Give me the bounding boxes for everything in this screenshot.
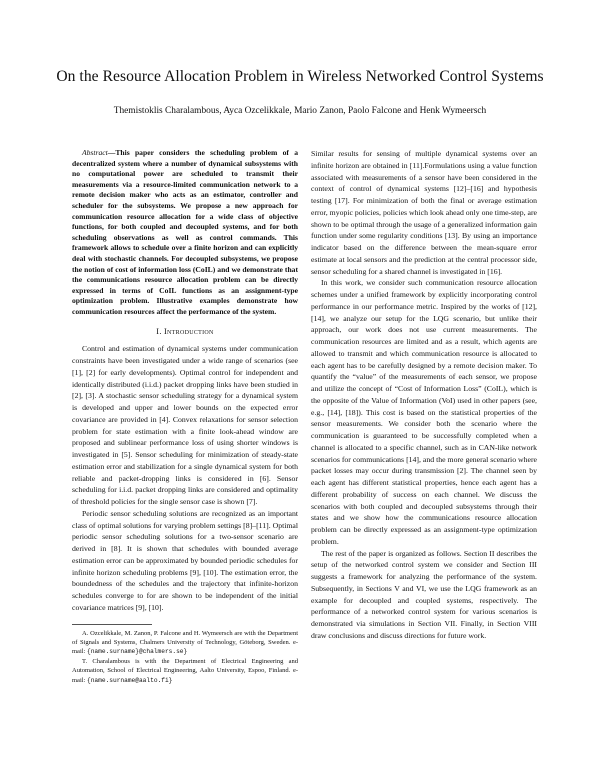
footnote-1-email: {name.surname}@chalmers.se} bbox=[86, 648, 188, 656]
abstract bbox=[72, 148, 298, 318]
paper-title: On the Resource Allocation Problem in Wireless Networked Control Systems bbox=[56, 68, 544, 85]
footnote-2-email: {name.surname@aalto.fi} bbox=[86, 676, 173, 684]
footnote-divider bbox=[72, 624, 152, 625]
abstract-lead: Abstract bbox=[82, 148, 108, 157]
footnote-affiliation-1 bbox=[72, 629, 298, 657]
section-heading-introduction: I. Introduction bbox=[156, 326, 214, 336]
intro-paragraph-3: Similar results for sensing of multiple dynamical systems over an infinite horizon are obtained in [11].Formulations using a value function associated with measurements of a sensor have been considered in the context of control of dynamical systems [12]–[16] and hypothesis testing [17]. For minimization of both the final or average estimation error, myopic policies, policies which look ahead only one time-step, are shown to be optimal through the usage of a generalized information gain function under some regularity conditions [13]. By using an importance indicator based on the difference between the mean-square error estimate at local sensors and the prediction at the central processor side, sensor scheduling for a shared channel is investigated in [16]. bbox=[311, 149, 537, 276]
footnote-2-text: T. Charalambous is with the Department of Electrical Engineering and Automation, School of Electrical Engineering, Aalto University, Espoo, Finland. e-mail: bbox=[72, 657, 298, 684]
intro-paragraph-1: Control and estimation of dynamical systems under communication constraints have been investigated under a wide range of scenarios (see [1], [2] for early developments). Optimal control for independent and identically distributed (i.i.d.) packet dropping links have been studied in [2], [3]. A stochastic sensor scheduling strategy for a dynamical system is developed and upper and lower bounds on the expected error covariance are provided in [4]. Convex relaxations for sensor selection problem for state estimation with a finite look-ahead window are proposed and sublinear performance loss of using shorter windows is investigated in [5]. Sensor scheduling for minimization of steady-state estimation error and stabilization for a single dynamical system for both reliable and packet-dropping links is considered in [6]. Sensor scheduling for i.i.d. packet dropping links are considered and optimality of threshold policies for the single sensor case is shown [7]. bbox=[72, 344, 298, 506]
intro-paragraph-4: In this work, we consider such communication resource allocation schemes under a unified framework by explicitly incorporating control performance in our performance metric. Inspired by the works of [12], [14], we analyze our setup for the LQG scenario, but unlike their approach, our work does not use current measurements. The communication resources are limited and as a result, which agents are allowed to transmit and which communication resource is allocated to each agent has to be carefully designed by a remote decision maker. To quantify the “value” of the measurements of each sensor, we propose and utilize the concept of “Cost of Information Loss” (CoIL), which is the opposite of the Value of Information (VoI) used in other papers (see, e.g., [14], [18]). This cost is based on the statistical properties of the sensor measurements. We consider both the scenario where the communication is guaranteed to be successfully completed when a channel is allocated to a specific channel, such as in CAN-like network scenarios for communications [14], and the more general scenario where packet losses may occur during transmission [2]. The channel seen by each agent has different statistical properties, hence each agent has a different probability of success on each channel. We discuss the scenarios with both coupled and decoupled subsystems through their states and we show how the communications resource allocation problem can be directly expressed as an assignment-type optimization problem. bbox=[311, 278, 537, 546]
left-column bbox=[72, 148, 298, 685]
intro-paragraph-2: Periodic sensor scheduling solutions are recognized as an important class of optimal solutions for varying problem settings [8]–[11]. Optimal periodic sensor scheduling solutions for a two-sensor scenario are derived in [8]. It is shown that schedules with bounded average estimation error can be approximated by bounded periodic schedules for infinite horizon scheduling problems [9], [10]. The estimation error, the boundedness of the schedules and the trajectory that infinite-horizon schedules converge to for are shown to be independent of the initial covariance matrices [9], [10]. bbox=[72, 508, 298, 612]
paper-authors: Themistoklis Charalambous, Ayca Ozcelikkale, Mario Zanon, Paolo Falcone and Henk Wymeersch bbox=[113, 106, 487, 116]
intro-paragraph-5: The rest of the paper is organized as follows. Section II describes the setup of the networked control system we consider and Section III suggests a framework for analyzing the performance of the system. Subsequently, in Sections V and VI, we use the LQG framework as an example for decoupled and coupled systems, respectively. The performance of a networked control system for various scenarios is demonstrated via simulations in Section VII. Finally, in Section VIII draw conclusions and discuss directions for future work. bbox=[311, 548, 537, 640]
footnote-1-text: A. Ozcelikkale, M. Zanon, P. Falcone and H. Wymeersch are with the Department of Signals and Systems, Chalmers University of Technology, Göteborg, Sweden. e-mail: bbox=[72, 629, 298, 656]
right-column bbox=[311, 148, 537, 642]
footnote-affiliation-2 bbox=[72, 657, 298, 685]
abstract-text: —This paper considers the scheduling problem of a decentralized system where a number of dynamical subsystems with no computational power are scheduled to transmit their measurements via a resource-limited communication network to a remote decision maker who acts as an estimator, controller and scheduler for the subsystems. We propose a new approach for communication resource allocation for a wide class of objective functions, for both coupled and decoupled systems, and for both scheduling observations as well as control commands. This framework allows to schedule over a finite horizon and can explicitly deal with stochastic channels. For decoupled subsystems, we propose the notion of cost of information loss (CoIL) and we demonstrate that the communications resource allocation problem can be directly expressed in terms of CoIL functions as an assignment-type optimization problem. Illustrative examples demonstrate how communication resources affect the performance of the system. bbox=[72, 148, 298, 316]
